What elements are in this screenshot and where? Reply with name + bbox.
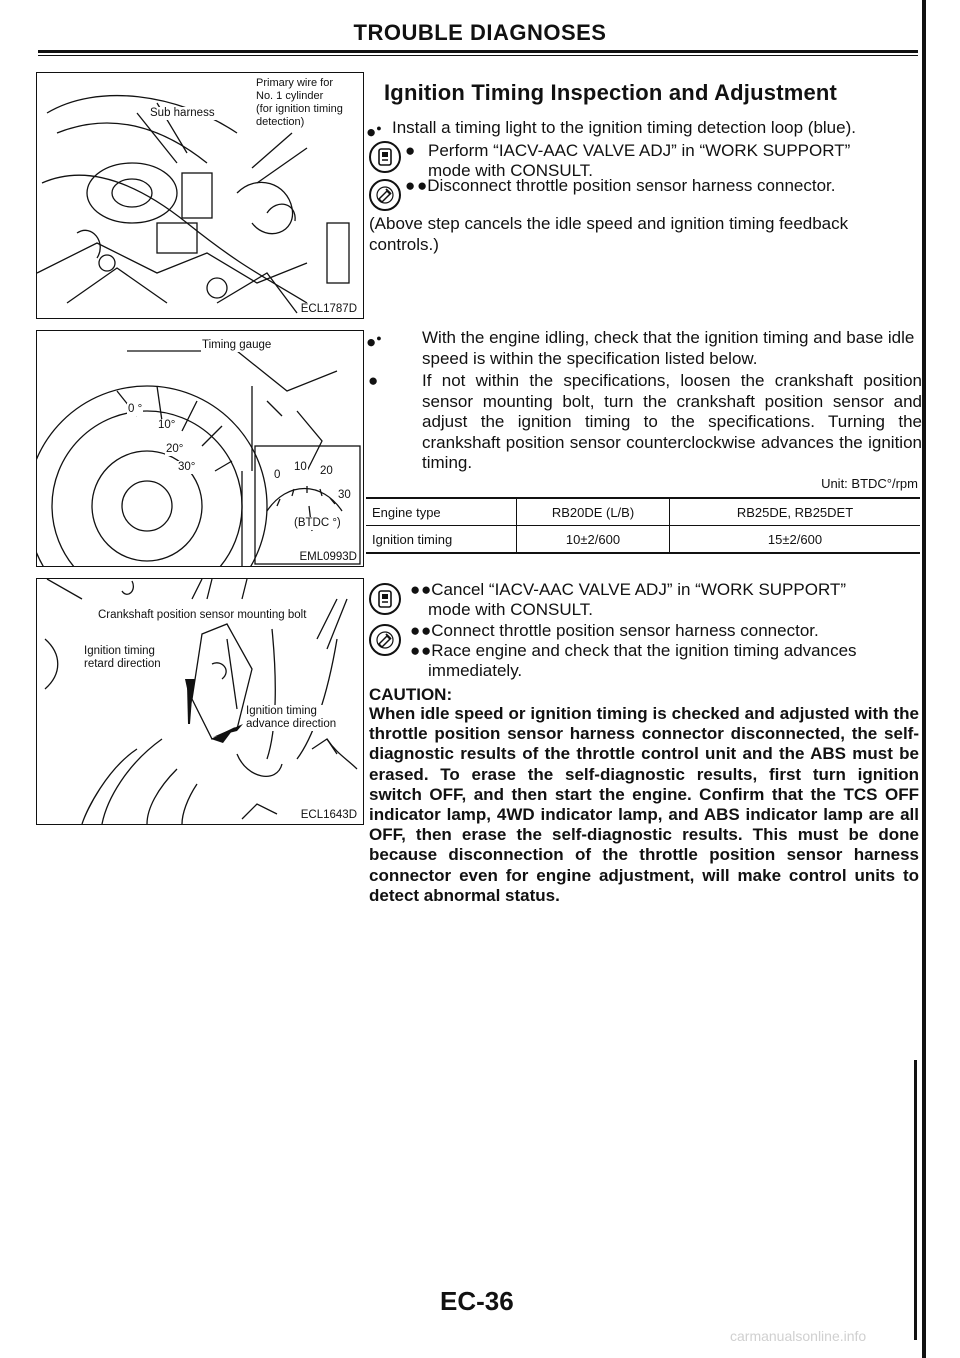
step-perform-iacv-line1: Perform “IACV-AAC VALVE ADJ” in “WORK SUPPORT”: [428, 141, 851, 160]
bullet: ●: [410, 580, 421, 599]
caution-title: CAUTION:: [369, 685, 453, 704]
step-perform-iacv-line2: mode with CONSULT.: [428, 161, 594, 180]
section-title: Ignition Timing Inspection and Adjustment: [384, 80, 838, 105]
figure-engine-harness: [36, 72, 364, 319]
label-timing-gauge: Timing gauge: [202, 339, 272, 351]
page-right-edge-lower: [914, 1060, 917, 1340]
label-btdc: (BTDC °): [294, 517, 341, 529]
step-cancel-iacv-line1: ●Cancel “IACV-AAC VALVE ADJ” in “WORK SUPPORT”: [421, 580, 846, 599]
step-install-timing-light: Install a timing light to the ignition timing detection loop (blue).: [392, 118, 856, 137]
bullet: ●: [368, 371, 379, 390]
spec-table: [366, 497, 920, 554]
step-check-idling: With the engine idling, check that the ignition timing and base idle speed is within the specification listed below.: [422, 328, 915, 368]
table-cell: RB25DE, RB25DET: [670, 498, 921, 526]
label-scale-10: 10: [294, 461, 307, 473]
header-rule-thin: [38, 55, 918, 56]
bullet: ●: [410, 621, 421, 640]
table-cell: Engine type: [366, 498, 517, 526]
table-cell: 15±2/600: [670, 526, 921, 554]
label-advance-direction: Ignition timing advance direction: [246, 705, 337, 730]
table-row: [366, 498, 920, 526]
step-disconnect-tps: ●Disconnect throttle position sensor harness connector.: [417, 176, 836, 195]
page-right-edge: [922, 0, 926, 1358]
step-race-engine-line2: immediately.: [428, 661, 523, 680]
page-header: TROUBLE DIAGNOSES: [353, 20, 607, 45]
label-cps-bolt: Crankshaft position sensor mounting bolt: [98, 609, 307, 621]
figure-code: EML0993D: [299, 551, 357, 563]
bullet: ●: [405, 141, 416, 160]
label-primary-wire: Primary wire for No. 1 cylinder (for ignition timing detection): [256, 77, 343, 128]
label-retard-direction: Ignition timing retard direction: [84, 645, 161, 670]
note-feedback-controls: (Above step cancels the idle speed and ignition timing feedback controls.): [369, 214, 849, 254]
header-rule: [38, 50, 918, 53]
bullet: ●: [410, 641, 421, 660]
label-deg-20: 20°: [166, 443, 184, 455]
figure-code: ECL1643D: [300, 809, 357, 821]
unit-label: Unit: BTDC°/rpm: [821, 476, 918, 491]
bullet: ●: [405, 176, 416, 195]
no-tool-icon: [369, 624, 401, 656]
table-cell: 10±2/600: [517, 526, 670, 554]
label-deg-30: 30°: [178, 461, 196, 473]
label-sub-harness: Sub harness: [150, 107, 215, 119]
table-cell: RB20DE (L/B): [517, 498, 670, 526]
consult-tool-icon: [369, 583, 401, 615]
label-deg-0: 0 °: [128, 403, 143, 415]
label-scale-30: 30: [338, 489, 351, 501]
step-connect-tps: ●Connect throttle position sensor harness connector.: [421, 621, 819, 640]
page-number: EC-36: [440, 1286, 514, 1316]
timing-gauge-illustration: [37, 331, 363, 566]
caution-body: When idle speed or ignition timing is checked and adjusted with the throttle position sensor harness connector disconnected, the self-diagnostic results of the throttle control unit and the ABS must be erased. To erase the self-diagnostic results, first turn ignition switch OFF, and then start the engine. Confirm that the TCS OFF indicator lamp, 4WD indicator lamp, and ABS indicator lamp are all OFF, then erase the self-diagnostic results. This must be done because disconnection of the throttle position sensor harness connector even for engine adjustment, will make control units to detect abnormal status.: [369, 704, 919, 905]
label-scale-20: 20: [320, 465, 333, 477]
table-row: [366, 526, 920, 554]
no-tool-icon: [369, 179, 401, 211]
step-adjust-sensor: If not within the specifications, loosen the crankshaft position sensor mounting bolt, turn the crankshaft position sensor and adjust the ignition timing to the specifications. Turning the crankshaft position sensor counterclockwise advances the ignition timing.: [422, 371, 922, 472]
figure-timing-gauge: [36, 330, 364, 567]
bullet: ●●: [366, 332, 382, 352]
label-deg-10: 10°: [158, 419, 176, 431]
consult-tool-icon: [369, 141, 401, 173]
label-scale-0: 0: [274, 469, 281, 481]
step-cancel-iacv-line2: mode with CONSULT.: [428, 600, 594, 619]
watermark: carmanualsonline.info: [730, 1328, 867, 1344]
table-cell: Ignition timing: [366, 526, 517, 554]
figure-code: ECL1787D: [300, 303, 357, 315]
step-race-engine-line1: ●Race engine and check that the ignition timing advances: [421, 641, 857, 660]
figure-crankshaft-sensor: [36, 578, 364, 825]
bullet: ●●: [366, 122, 382, 142]
